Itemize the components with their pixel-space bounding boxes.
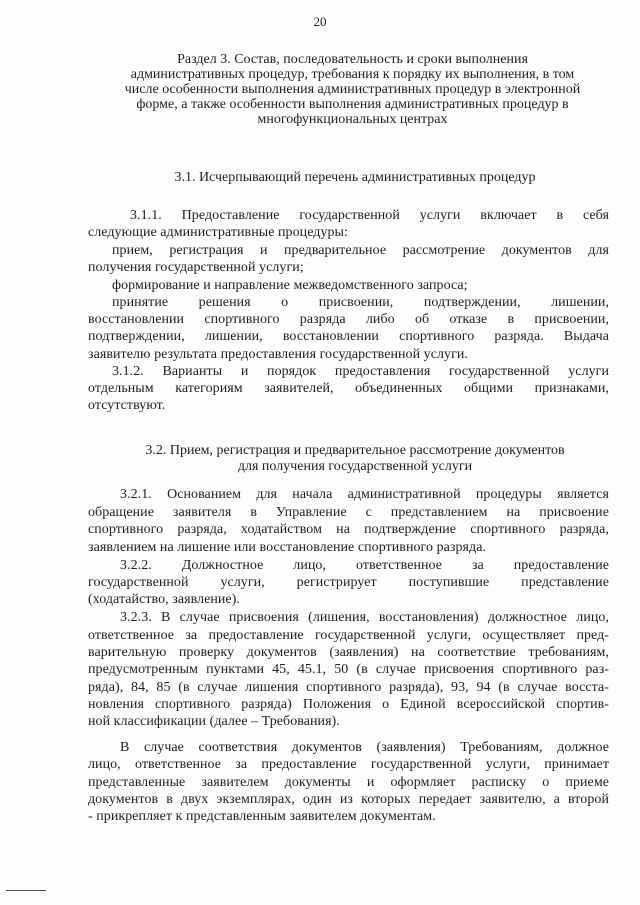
subsection-title-3-2 [110, 443, 600, 475]
paragraph-line: 3.1.2. Варианты и порядок предоставления государственной услуги [112, 364, 609, 379]
paragraph-line: лицо, ответственное за предоставление государственной услуги, принимает [88, 757, 609, 772]
paragraph-line: ряда), 84, 85 (в случае лишения спортивного разряда), 93, 94 (в случае восста- [88, 680, 609, 695]
paragraph-line: следующие административные процедуры: [88, 225, 348, 240]
paragraph-line: 3.2.1. Основанием для начала административной процедуры является [120, 487, 609, 502]
paragraph-line: отсутствуют. [88, 398, 166, 413]
section-title-line: форме, а также особенности выполнения административных процедур в [136, 97, 569, 112]
paragraph-line: - прикрепляет к представленным заявителем документам. [88, 809, 436, 824]
page-number: 20 [313, 14, 327, 29]
paragraph-line: подтверждении, лишении, восстановлении спортивного разряда. Выдача [88, 329, 609, 344]
paragraph-line: отдельным категориям заявителей, объединенных общими признаками, [88, 381, 609, 396]
section-title-line: числе особенности выполнения административных процедур в электронной [124, 82, 581, 97]
paragraph-line: предусмотренным пунктами 45, 45.1, 50 (в случае присвоения спортивного раз- [88, 662, 609, 677]
paragraph-line: ной классификации (далее – Требования). [88, 714, 340, 729]
paragraph-line: получения государственной услуги; [88, 260, 304, 275]
paragraph-line: формирование и направление межведомственного запроса; [112, 278, 468, 293]
subsection-title-line: для получения государственной услуги [237, 459, 473, 474]
paragraph-line: восстановлении спортивного разряда либо об отказе в присвоении, [88, 312, 609, 327]
section-title-line: Раздел 3. Состав, последовательность и сроки выполнения [177, 52, 528, 67]
paragraph-line: варительную проверку документов (заявления) на соответствие требованиям, [88, 645, 609, 660]
paragraph-line: представленные заявителем документы и оформляет расписку о приеме [88, 775, 609, 790]
section-title-line: административных процедур, требования к порядку их выполнения, в том [130, 67, 575, 82]
paragraph-line: ответственное за предоставление государственной услуги, осуществляет пред- [88, 628, 609, 643]
subsection-title-line: 3.2. Прием, регистрация и предварительное рассмотрение документов [145, 443, 565, 458]
paragraph-line: государственной услуги, регистрирует поступившие представление [88, 575, 609, 590]
paragraph-line: (ходатайство, заявление). [88, 592, 240, 607]
section-title [105, 52, 600, 127]
paragraph-line: спортивного разряда, ходатайством на подтверждение спортивного разряда, [88, 522, 609, 537]
section-title-line: многофункциональных центрах [257, 112, 448, 127]
paragraph-line: заявлением на лишение или восстановление спортивного разряда. [88, 540, 487, 555]
paragraph-line: 3.2.3. В случае присвоения (лишения, восстановления) должностное лицо, [120, 610, 609, 625]
paragraph-line: обращение заявителя в Управление с представлением на присвоение [88, 505, 609, 520]
paragraph-line: прием, регистрация и предварительное рассмотрение документов для [112, 243, 609, 258]
paragraph-line: заявителю результата предоставления государственной услуги. [88, 347, 468, 362]
footnote-divider [6, 890, 46, 891]
paragraph-line: документов в двух экземплярах, один из которых передает заявителю, а второй [88, 792, 609, 807]
subsection-title-3-1: 3.1. Исчерпывающий перечень административных процедур [174, 170, 536, 185]
paragraph-line: принятие решения о присвоении, подтверждении, лишении, [112, 295, 609, 310]
paragraph-line: новления спортивного разряда) Положения о Единой всероссийской спортив- [88, 697, 609, 712]
paragraph-line: 3.2.2. Должностное лицо, ответственное за предоставление [120, 558, 609, 573]
paragraph-line: 3.1.1. Предоставление государственной услуги включает в себя [130, 208, 609, 223]
paragraph-line: В случае соответствия документов (заявления) Требованиям, должное [120, 740, 609, 755]
